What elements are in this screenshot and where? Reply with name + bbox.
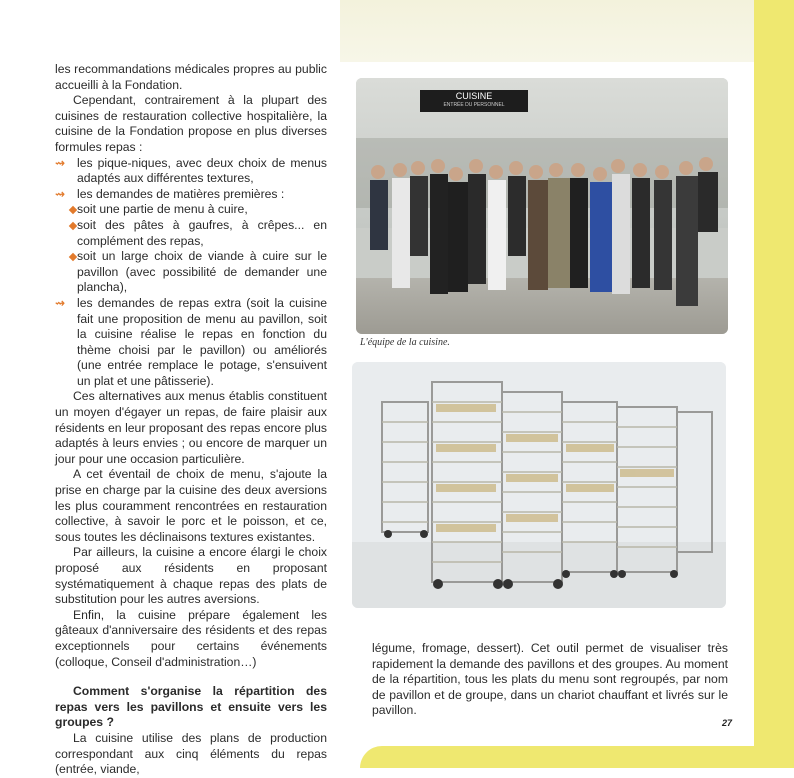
sub-list-item: soit des pâtes à gaufres, à crêpes... en complément des repas, bbox=[55, 218, 327, 249]
page-number: 27 bbox=[722, 718, 733, 728]
paragraph: A cet éventail de choix de menu, s'ajoute la prise en charge par la cuisine des deux aversions les plus couramment rencontrées en restauration collective, à savoir le porc et le poisson, et ce, sous toutes les déclinaisons textures existantes. bbox=[55, 467, 327, 544]
list-item: ⇝ les demandes de repas extra (soit la cuisine fait une proposition de menu au pavillon, soit la cuisine réalise le repas en fonction du thème choisi par le pavillon) ou améliorés (une entrée remplace le potage, s'ensuivent un plat et une pâtisserie). bbox=[55, 295, 327, 388]
list-item: ⇝ les demandes de matières premières : bbox=[55, 186, 285, 201]
team-group-illustration bbox=[356, 78, 728, 334]
arrow-icon: ⇝ bbox=[55, 155, 66, 170]
section-heading: Comment s'organise la répartition des repas vers les pavillons et ensuite vers les groupes ? bbox=[55, 684, 327, 730]
sub-list-item: soit un large choix de viande à cuire sur le pavillon (avec possibilité de demander une plancha), bbox=[55, 249, 327, 296]
diamond-bullet-icon bbox=[69, 222, 77, 230]
cuisine-sign: CUISINE ENTRÉE DU PERSONNEL bbox=[420, 90, 528, 112]
diamond-bullet-icon bbox=[69, 253, 77, 261]
diamond-bullet-icon bbox=[69, 206, 77, 214]
arrow-icon: ⇝ bbox=[55, 295, 66, 310]
trolley-racks-illustration bbox=[352, 362, 726, 608]
photo-caption: L'équipe de la cuisine. bbox=[360, 337, 450, 348]
paragraph: Ces alternatives aux menus établis constituent un moyen d'égayer un repas, de faire plaisir aux résidents en leur proposant des repas encore plus adaptés à leurs envies ; ou encore de marquer un jour pour une occasion particulière. bbox=[55, 389, 327, 466]
kitchen-team-photo bbox=[356, 78, 728, 334]
page-top-band bbox=[340, 0, 794, 62]
page-edge-band bbox=[754, 0, 794, 768]
list-item: ⇝ les pique-niques, avec deux choix de menus adaptés aux différentes textures, bbox=[55, 155, 327, 186]
right-column-text: légume, fromage, dessert). Cet outil permet de visualiser très rapidement la demande des pavillons et des groupes. Au moment de la répartition, tous les plats du menu sont regroupés, par nom de pavillon et de groupe, dans un chariot chauffant et livrés sur le pavillon. bbox=[372, 641, 728, 718]
left-column bbox=[55, 62, 327, 778]
paragraph: Par ailleurs, la cuisine a encore élargi le choix proposé aux résidents en proposant systématiquement à chaque repas des plats de substitution pour les autres aversions. bbox=[55, 545, 327, 607]
paragraph: Enfin, la cuisine prépare également les gâteaux d'anniversaire des résidents et des repas exceptionnels pour certains événements (colloque, Conseil d'administration…) bbox=[55, 607, 327, 669]
paragraph: les recommandations médicales propres au public accueilli à la Fondation. bbox=[55, 62, 327, 92]
arrow-icon: ⇝ bbox=[55, 186, 66, 201]
paragraph: La cuisine utilise des plans de production correspondant aux cinq éléments du repas (entrée, viande, bbox=[55, 730, 327, 777]
paragraph: Cependant, contrairement à la plupart des cuisines de restauration collective hospitalière, la cuisine de la Fondation propose en plus diverses formules repas : bbox=[55, 93, 327, 154]
trolleys-photo bbox=[352, 362, 726, 608]
sub-list-item: soit une partie de menu à cuire, bbox=[55, 202, 327, 218]
footer-band bbox=[360, 746, 794, 768]
